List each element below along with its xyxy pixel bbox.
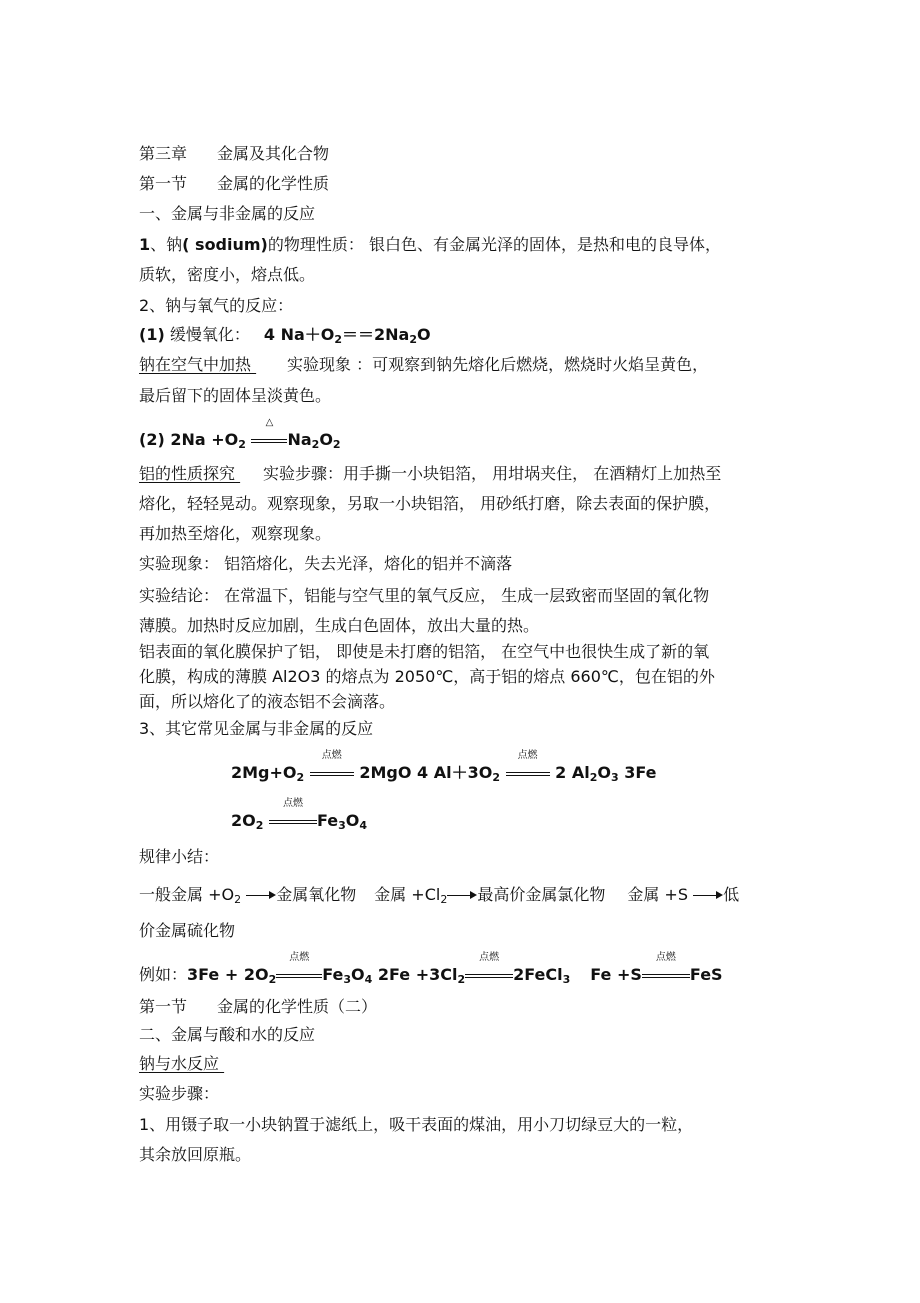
section-number: 第一节 <box>139 997 188 1016</box>
step1-line2: 其余放回原瓶。 <box>139 1145 252 1164</box>
step1-line1: 1、用镊子取一小块钠置于滤纸上，吸干表面的煤油，用小刀切绿豆大的一粒， <box>139 1115 694 1134</box>
underline-gap <box>235 464 263 484</box>
text: 的物理性质： 银白色、有金属光泽的固体，是热和电的良导体， <box>267 235 721 254</box>
example-equations <box>139 952 723 986</box>
text: 、钠 <box>150 235 183 254</box>
equations: $3Fe + 2O_2$ 点燃 $Fe_3O_4$ $2Fe +3Cl_2$ 点燃 2FeCl$_3$ Fe +S 点燃 FeS <box>187 952 723 986</box>
conclusion-line2: 薄膜。加热时反应加剧，生成白色固体，放出大量的热。 <box>139 616 540 635</box>
item-3-heading: 3、其它常见金属与非金属的反应 <box>139 719 374 738</box>
equation: 4 $Na+O_2==2Na_2O$ <box>263 325 431 346</box>
conclusion-line1: 实验结论： 在常温下，铝能与空气里的氧气反应， 生成一层致密而坚固的氧化物 <box>139 586 710 605</box>
oxide-film-line3: 面，所以熔化了的液态铝不会滴落。 <box>139 692 396 711</box>
slow-oxidation <box>139 325 431 345</box>
reaction-arrow-ignite: 点燃 <box>276 964 322 984</box>
chapter-name: 金属及其化合物 <box>217 144 330 163</box>
section-title <box>139 174 329 194</box>
equation-3: $2Mg+O_2$ 点燃 2MgO 4 $Al+3O_2$ 点燃 2 $Al_2O_3$ 3Fe <box>231 750 657 784</box>
summary-heading: 规律小结： <box>139 847 220 866</box>
oxide-film-line1: 铝表面的氧化膜保护了铝， 即使是未打磨的铝箔， 在空气中也很快生成了新的氧 <box>139 642 710 661</box>
section-number: 第一节 <box>139 174 188 193</box>
label: 例如： <box>139 965 188 984</box>
label: (1) <box>139 325 165 344</box>
underlined-topic: 铝的性质探究 <box>139 464 236 483</box>
steps-heading: 实验步骤： <box>139 1084 220 1103</box>
equation-2: (2) $2Na +O_2$ △ $Na_2O_2$ <box>139 417 341 451</box>
item-2-heading: 2、钠与氧气的反应： <box>139 296 294 315</box>
section-name: 金属的化学性质 <box>217 174 330 193</box>
aluminum-steps-line3: 再加热至熔化，观察现象。 <box>139 524 332 543</box>
text: 实验现象 ：可观察到钠先熔化后燃烧，燃烧时火焰呈黄色， <box>287 355 709 374</box>
sodium-water-topic <box>139 1054 225 1074</box>
heating-line2: 最后留下的固体呈淡黄色。 <box>139 386 332 405</box>
chapter-number: 第三章 <box>139 144 188 163</box>
reaction-arrow-heat: △ <box>251 429 287 449</box>
text: 实验步骤：用手撕一小块铝箔， 用坩埚夹住， 在酒精灯上加热至 <box>263 464 722 483</box>
item-number: 1 <box>139 235 151 254</box>
reaction-arrow-ignite: 点燃 <box>642 964 690 984</box>
part-2-heading: 二、金属与酸和水的反应 <box>139 1025 316 1044</box>
underlined-topic: 钠在空气中加热 <box>139 355 252 374</box>
rule-line1: 一般金属 $+O_2$ 金属氧化物 金属 $+Cl_2$ 最高价金属氯化物 金属 +S 低 <box>139 885 740 906</box>
rule-line2: 价金属硫化物 <box>139 921 236 940</box>
arrow-icon <box>447 891 477 901</box>
underlined-topic: 钠与水反应 <box>139 1054 220 1073</box>
oxide-film-line2: 化膜，构成的薄膜 Al2O3 的熔点为 2050℃，高于铝的熔点 660℃，包在铝的外 <box>139 667 715 686</box>
section-2-title <box>139 997 377 1017</box>
equation-4: $2O_2$ 点燃 $Fe_3O_4$ <box>231 798 368 832</box>
reaction-arrow-ignite: 点燃 <box>506 762 550 782</box>
arrow-icon <box>246 891 276 901</box>
experiment-phenomenon: 实验现象： 铝箔熔化，失去光泽，熔化的铝并不滴落 <box>139 554 513 573</box>
sodium-physical-line2: 质软，密度小，熔点低。 <box>139 265 316 284</box>
reaction-arrow-ignite: 点燃 <box>465 964 513 984</box>
reaction-arrow-ignite: 点燃 <box>269 810 317 830</box>
section-name: 金属的化学性质（二） <box>217 997 378 1016</box>
heating-line1 <box>139 355 708 375</box>
text: 缓慢氧化： <box>169 325 250 344</box>
english-term: ( sodium) <box>182 235 268 254</box>
chapter-title <box>139 144 329 164</box>
underline-gap <box>251 355 287 375</box>
reaction-arrow-ignite: 点燃 <box>310 762 354 782</box>
arrow-icon <box>693 891 723 901</box>
underline-gap <box>219 1054 225 1074</box>
part-heading: 一、金属与非金属的反应 <box>139 204 316 223</box>
sodium-physical-line1 <box>139 235 721 255</box>
aluminum-steps-line1 <box>139 464 721 484</box>
aluminum-steps-line2: 熔化，轻轻晃动。观察现象，另取一小块铝箔， 用砂纸打磨，除去表面的保护膜， <box>139 494 721 513</box>
